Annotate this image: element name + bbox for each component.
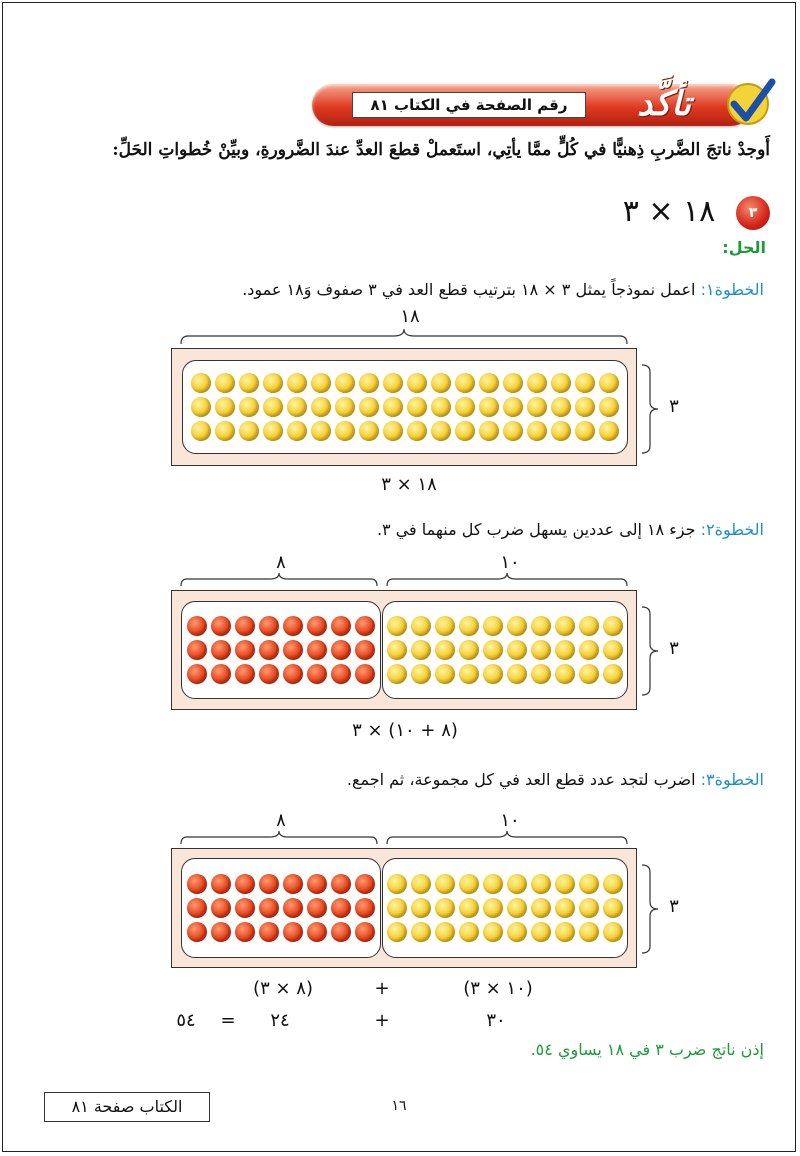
counter-red xyxy=(235,640,255,660)
counter-red xyxy=(283,640,303,660)
counter-yellow xyxy=(575,373,595,393)
counter-red xyxy=(331,664,351,684)
counter-yellow xyxy=(191,421,211,441)
counter-yellow xyxy=(531,898,551,918)
counter-red xyxy=(355,898,375,918)
counter-yellow xyxy=(555,922,575,942)
counter-yellow xyxy=(335,397,355,417)
counter-red xyxy=(331,640,351,660)
counter-yellow xyxy=(579,874,599,894)
counter-yellow xyxy=(531,616,551,636)
counter-yellow xyxy=(263,421,283,441)
counter-yellow xyxy=(459,664,479,684)
counter-yellow xyxy=(555,664,575,684)
step-1-text: اعمل نموذجاً يمثل ٣ × ١٨ بترتيب قطع العد في ٣ صفوف وَ١٨ عمود. xyxy=(242,280,701,299)
counter-red xyxy=(211,664,231,684)
counter-yellow xyxy=(407,397,427,417)
counter-red xyxy=(259,922,279,942)
counter-yellow xyxy=(507,922,527,942)
counter-yellow xyxy=(435,640,455,660)
counter-yellow xyxy=(435,664,455,684)
counter-yellow xyxy=(239,397,259,417)
counter-yellow xyxy=(411,616,431,636)
counter-red xyxy=(259,874,279,894)
counter-red xyxy=(211,898,231,918)
model1-top-brace xyxy=(180,328,628,346)
counter-red xyxy=(187,640,207,660)
counter-yellow xyxy=(479,421,499,441)
counter-yellow xyxy=(579,616,599,636)
counter-yellow xyxy=(551,373,571,393)
counter-yellow xyxy=(483,898,503,918)
counter-yellow xyxy=(503,397,523,417)
counter-yellow xyxy=(383,373,403,393)
counter-yellow xyxy=(579,640,599,660)
counter-red xyxy=(331,616,351,636)
counter-yellow xyxy=(435,874,455,894)
counter-yellow xyxy=(483,922,503,942)
counter-yellow xyxy=(531,922,551,942)
page-reference-box: رقم الصفحة في الكتاب ٨١ xyxy=(352,92,586,118)
counter-yellow xyxy=(531,664,551,684)
model1-top-label: ١٨ xyxy=(400,306,420,327)
counter-yellow xyxy=(599,373,619,393)
counter-yellow xyxy=(455,373,475,393)
counter-yellow xyxy=(575,421,595,441)
model2-right-label: ١٠ xyxy=(500,552,520,573)
product-left: (٨ × ٣) xyxy=(253,978,313,999)
counter-yellow xyxy=(431,421,451,441)
counter-yellow xyxy=(239,421,259,441)
counter-yellow xyxy=(483,874,503,894)
model1-counter-group xyxy=(182,360,628,454)
partial-left: ٢٤ xyxy=(270,1010,290,1031)
counter-yellow xyxy=(359,421,379,441)
counter-yellow xyxy=(483,616,503,636)
step-2-text: جزء ١٨ إلى عددين يسهل ضرب كل منهما في ٣. xyxy=(376,520,701,539)
counter-yellow xyxy=(383,421,403,441)
step-3-text: اضرب لتجد عدد قطع العد في كل مجموعة، ثم اجمع. xyxy=(346,770,701,789)
counter-red xyxy=(187,922,207,942)
counter-yellow xyxy=(555,640,575,660)
counter-yellow xyxy=(311,373,331,393)
counter-red xyxy=(259,640,279,660)
counter-yellow xyxy=(287,397,307,417)
counter-red xyxy=(355,640,375,660)
counter-red xyxy=(307,664,327,684)
plus-sign-2: + xyxy=(374,1010,390,1031)
counter-red xyxy=(235,874,255,894)
counter-yellow xyxy=(459,874,479,894)
problem-expression: ١٨ × ٣ xyxy=(622,194,716,229)
counter-yellow xyxy=(387,874,407,894)
counter-yellow xyxy=(263,397,283,417)
counter-yellow xyxy=(411,898,431,918)
model2-right-brace xyxy=(386,572,628,588)
counter-yellow xyxy=(459,898,479,918)
checkmark-icon xyxy=(724,76,776,128)
counter-red xyxy=(187,874,207,894)
counter-yellow xyxy=(407,373,427,393)
model3-red-group xyxy=(181,858,381,958)
counter-yellow xyxy=(411,640,431,660)
counter-yellow xyxy=(551,421,571,441)
counter-yellow xyxy=(603,640,623,660)
counter-yellow xyxy=(215,373,235,393)
model3-left-brace xyxy=(180,830,378,846)
counter-yellow xyxy=(387,616,407,636)
counter-yellow xyxy=(579,898,599,918)
instruction-text: أَوجدْ ناتجَ الضَّربِ ذِهنيًّا في كُلٍّ ممَّا يأتِي، استَعملْ قطعَ العدِّ عندَ الضَّرورةِ، وبيِّنْ خُطواتِ الحَلِّ: xyxy=(112,140,770,160)
conclusion-text: إذن ناتج ضرب ٣ في ١٨ يساوي ٥٤. xyxy=(530,1040,764,1059)
model1-side-label: ٣ xyxy=(669,396,679,417)
counter-red xyxy=(355,922,375,942)
counter-yellow xyxy=(387,898,407,918)
counter-red xyxy=(307,616,327,636)
counter-yellow xyxy=(287,373,307,393)
counter-yellow xyxy=(191,373,211,393)
counter-yellow xyxy=(435,922,455,942)
counter-yellow xyxy=(411,664,431,684)
counter-red xyxy=(331,898,351,918)
counter-red xyxy=(331,874,351,894)
counter-red xyxy=(283,664,303,684)
counter-yellow xyxy=(459,616,479,636)
model1-caption: ١٨ × ٣ xyxy=(381,474,437,495)
solution-label: الحل: xyxy=(722,238,766,257)
counter-yellow xyxy=(575,397,595,417)
counter-red xyxy=(355,664,375,684)
step-1 xyxy=(242,280,764,299)
counter-yellow xyxy=(435,616,455,636)
counter-red xyxy=(235,922,255,942)
counter-red xyxy=(283,922,303,942)
counter-yellow xyxy=(215,421,235,441)
counter-yellow xyxy=(287,421,307,441)
equals-sign: = xyxy=(220,1010,236,1031)
counter-yellow xyxy=(555,898,575,918)
counter-yellow xyxy=(527,373,547,393)
counter-red xyxy=(235,664,255,684)
model2-left-brace xyxy=(180,572,378,588)
counter-yellow xyxy=(359,373,379,393)
counter-red xyxy=(331,922,351,942)
counter-red xyxy=(355,874,375,894)
counter-yellow xyxy=(411,874,431,894)
counter-red xyxy=(355,616,375,636)
counter-yellow xyxy=(579,664,599,684)
counter-red xyxy=(307,640,327,660)
counter-yellow xyxy=(507,664,527,684)
model3-side-label: ٣ xyxy=(669,896,679,917)
counter-yellow xyxy=(455,421,475,441)
counter-yellow xyxy=(479,397,499,417)
counter-yellow xyxy=(507,616,527,636)
counter-yellow xyxy=(531,874,551,894)
counter-yellow xyxy=(507,874,527,894)
counter-yellow xyxy=(527,421,547,441)
counter-red xyxy=(259,616,279,636)
model2-red-group xyxy=(181,601,381,699)
counter-yellow xyxy=(551,397,571,417)
counter-yellow xyxy=(507,640,527,660)
counter-yellow xyxy=(555,616,575,636)
model2-caption: (٨ + ١٠) × ٣ xyxy=(352,720,458,741)
counter-yellow xyxy=(263,373,283,393)
counter-red xyxy=(187,898,207,918)
counter-red xyxy=(307,874,327,894)
plus-sign-1: + xyxy=(374,978,390,999)
counter-red xyxy=(235,898,255,918)
counter-yellow xyxy=(387,640,407,660)
counter-yellow xyxy=(599,421,619,441)
model2-left-label: ٨ xyxy=(276,552,286,573)
step-2 xyxy=(377,520,764,539)
question-number-badge: ٣ xyxy=(736,196,770,230)
total-value: ٥٤ xyxy=(176,1010,196,1031)
counter-yellow xyxy=(507,898,527,918)
partial-right: ٣٠ xyxy=(486,1010,506,1031)
step-3-label: الخطوة٣: xyxy=(700,770,764,789)
step-2-label: الخطوة٢: xyxy=(700,520,764,539)
counter-yellow xyxy=(411,922,431,942)
counter-yellow xyxy=(503,421,523,441)
counter-yellow xyxy=(387,664,407,684)
counter-yellow xyxy=(459,922,479,942)
counter-yellow xyxy=(335,373,355,393)
counter-yellow xyxy=(311,421,331,441)
counter-yellow xyxy=(579,922,599,942)
counter-red xyxy=(283,616,303,636)
counter-yellow xyxy=(603,898,623,918)
model2-side-brace xyxy=(640,606,662,696)
counter-red xyxy=(235,616,255,636)
counter-yellow xyxy=(435,898,455,918)
counter-yellow xyxy=(239,373,259,393)
counter-yellow xyxy=(555,874,575,894)
counter-yellow xyxy=(483,664,503,684)
counter-yellow xyxy=(311,397,331,417)
counter-yellow xyxy=(603,874,623,894)
counter-yellow xyxy=(599,397,619,417)
counter-red xyxy=(259,664,279,684)
counter-red xyxy=(211,640,231,660)
counter-yellow xyxy=(431,373,451,393)
counter-red xyxy=(307,898,327,918)
counter-yellow xyxy=(335,421,355,441)
model3-right-brace xyxy=(386,830,628,846)
counter-red xyxy=(211,874,231,894)
counter-yellow xyxy=(383,397,403,417)
model3-left-label: ٨ xyxy=(276,810,286,831)
counter-red xyxy=(283,874,303,894)
product-right: (١٠ × ٣) xyxy=(463,978,533,999)
counter-yellow xyxy=(503,373,523,393)
counter-red xyxy=(283,898,303,918)
page-number: ١٦ xyxy=(391,1098,407,1114)
model1-side-brace xyxy=(640,364,662,454)
counter-red xyxy=(211,616,231,636)
counter-red xyxy=(187,616,207,636)
counter-yellow xyxy=(483,640,503,660)
model2-yellow-group xyxy=(382,601,628,699)
counter-yellow xyxy=(215,397,235,417)
counter-yellow xyxy=(479,373,499,393)
counter-yellow xyxy=(455,397,475,417)
banner-title: تأكَّد xyxy=(637,84,691,124)
counter-yellow xyxy=(603,664,623,684)
counter-yellow xyxy=(387,922,407,942)
counter-yellow xyxy=(531,640,551,660)
model2-side-label: ٣ xyxy=(669,638,679,659)
counter-yellow xyxy=(191,397,211,417)
model3-yellow-group xyxy=(382,858,628,958)
counter-yellow xyxy=(603,616,623,636)
step-3 xyxy=(347,770,764,789)
counter-red xyxy=(307,922,327,942)
model3-right-label: ١٠ xyxy=(500,810,520,831)
counter-yellow xyxy=(459,640,479,660)
counter-yellow xyxy=(603,922,623,942)
book-reference-box: الكتاب صفحة ٨١ xyxy=(44,1092,210,1122)
counter-yellow xyxy=(431,397,451,417)
counter-red xyxy=(187,664,207,684)
model3-side-brace xyxy=(640,864,662,954)
counter-red xyxy=(259,898,279,918)
step-1-label: الخطوة١: xyxy=(700,280,764,299)
counter-yellow xyxy=(407,421,427,441)
counter-red xyxy=(211,922,231,942)
counter-yellow xyxy=(527,397,547,417)
counter-yellow xyxy=(359,397,379,417)
